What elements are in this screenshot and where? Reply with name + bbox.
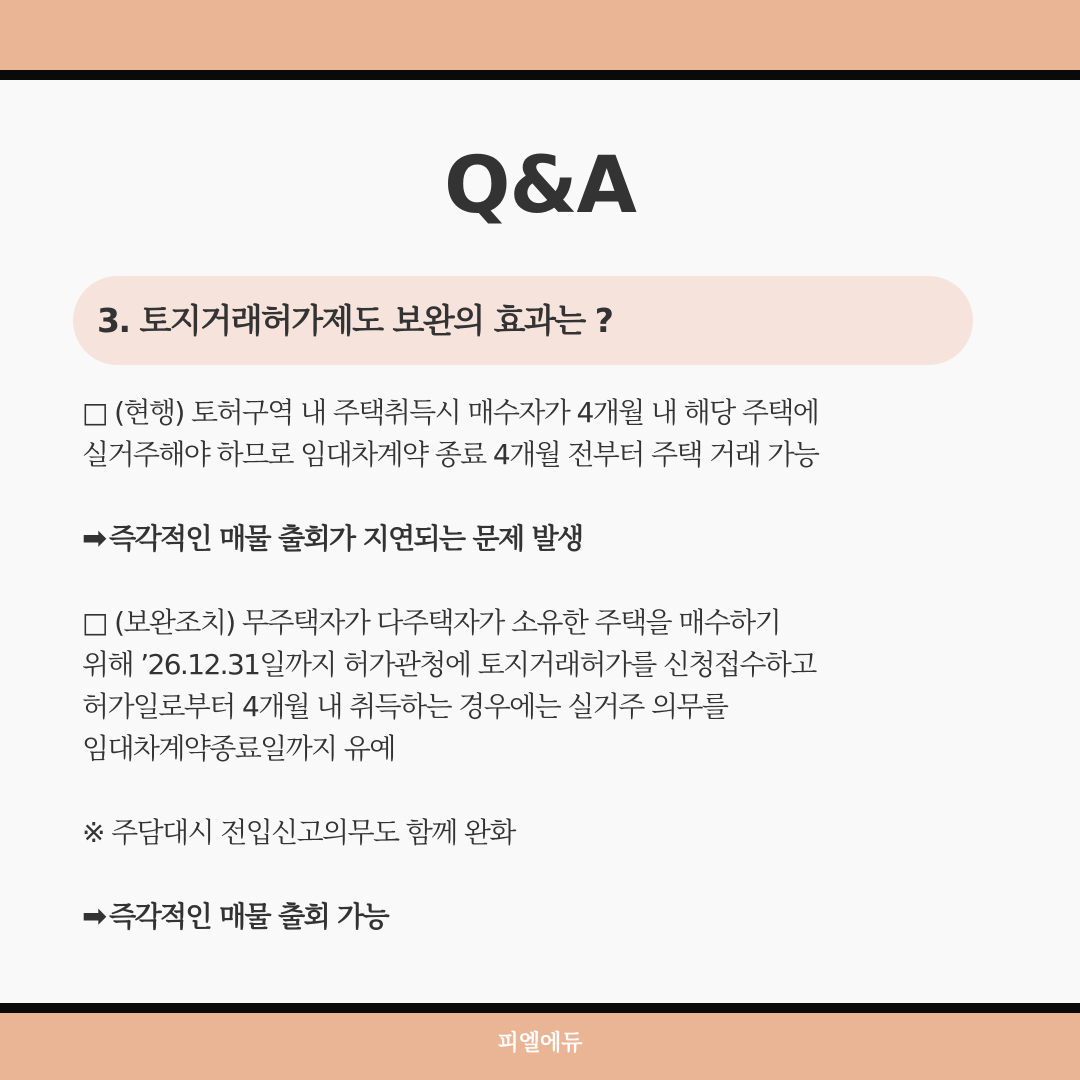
- question-banner: [73, 276, 973, 365]
- current-line-1: □ (현행) 토허구역 내 주택취득시 매수자가 4개월 내 해당 주택에: [82, 396, 819, 429]
- footer-brand: 피엘에듀: [497, 1031, 583, 1056]
- bottom-divider: [0, 1003, 1080, 1013]
- arrow-right-icon: ➡: [82, 521, 108, 556]
- top-band: [0, 0, 1080, 70]
- spacer: [82, 854, 1042, 896]
- measure-line-4: 임대차계약종료일까지 유예: [82, 732, 395, 765]
- current-line-2: 실거주해야 하므로 임대차계약 종료 4개월 전부터 주택 거래 가능: [82, 438, 819, 471]
- top-divider: [0, 70, 1080, 80]
- measure-line-3: 허가일로부터 4개월 내 취득하는 경우에는 실거주 의무를: [82, 690, 728, 723]
- question-text: 3. 토지거래허가제도 보완의 효과는 ?: [97, 301, 613, 340]
- spacer: [82, 770, 1042, 812]
- measure-line-2: 위해 ’26.12.31일까지 허가관청에 토지거래허가를 신청접수하고: [82, 648, 816, 681]
- result-effect-text: 즉각적인 매물 출회 가능: [109, 900, 389, 933]
- note-line: ※ 주담대시 전입신고의무도 함께 완화: [82, 816, 515, 849]
- result-effect: [82, 896, 1042, 938]
- result-problem-text: 즉각적인 매물 출회가 지연되는 문제 발생: [109, 522, 583, 555]
- page-title: Q&A: [444, 141, 636, 231]
- result-problem: [82, 518, 1042, 560]
- answer-body: [82, 392, 1042, 938]
- spacer: [82, 560, 1042, 602]
- spacer: [82, 476, 1042, 518]
- arrow-right-icon: ➡: [82, 899, 108, 934]
- measure-line-1: □ (보완조치) 무주택자가 다주택자가 소유한 주택을 매수하기: [82, 606, 781, 639]
